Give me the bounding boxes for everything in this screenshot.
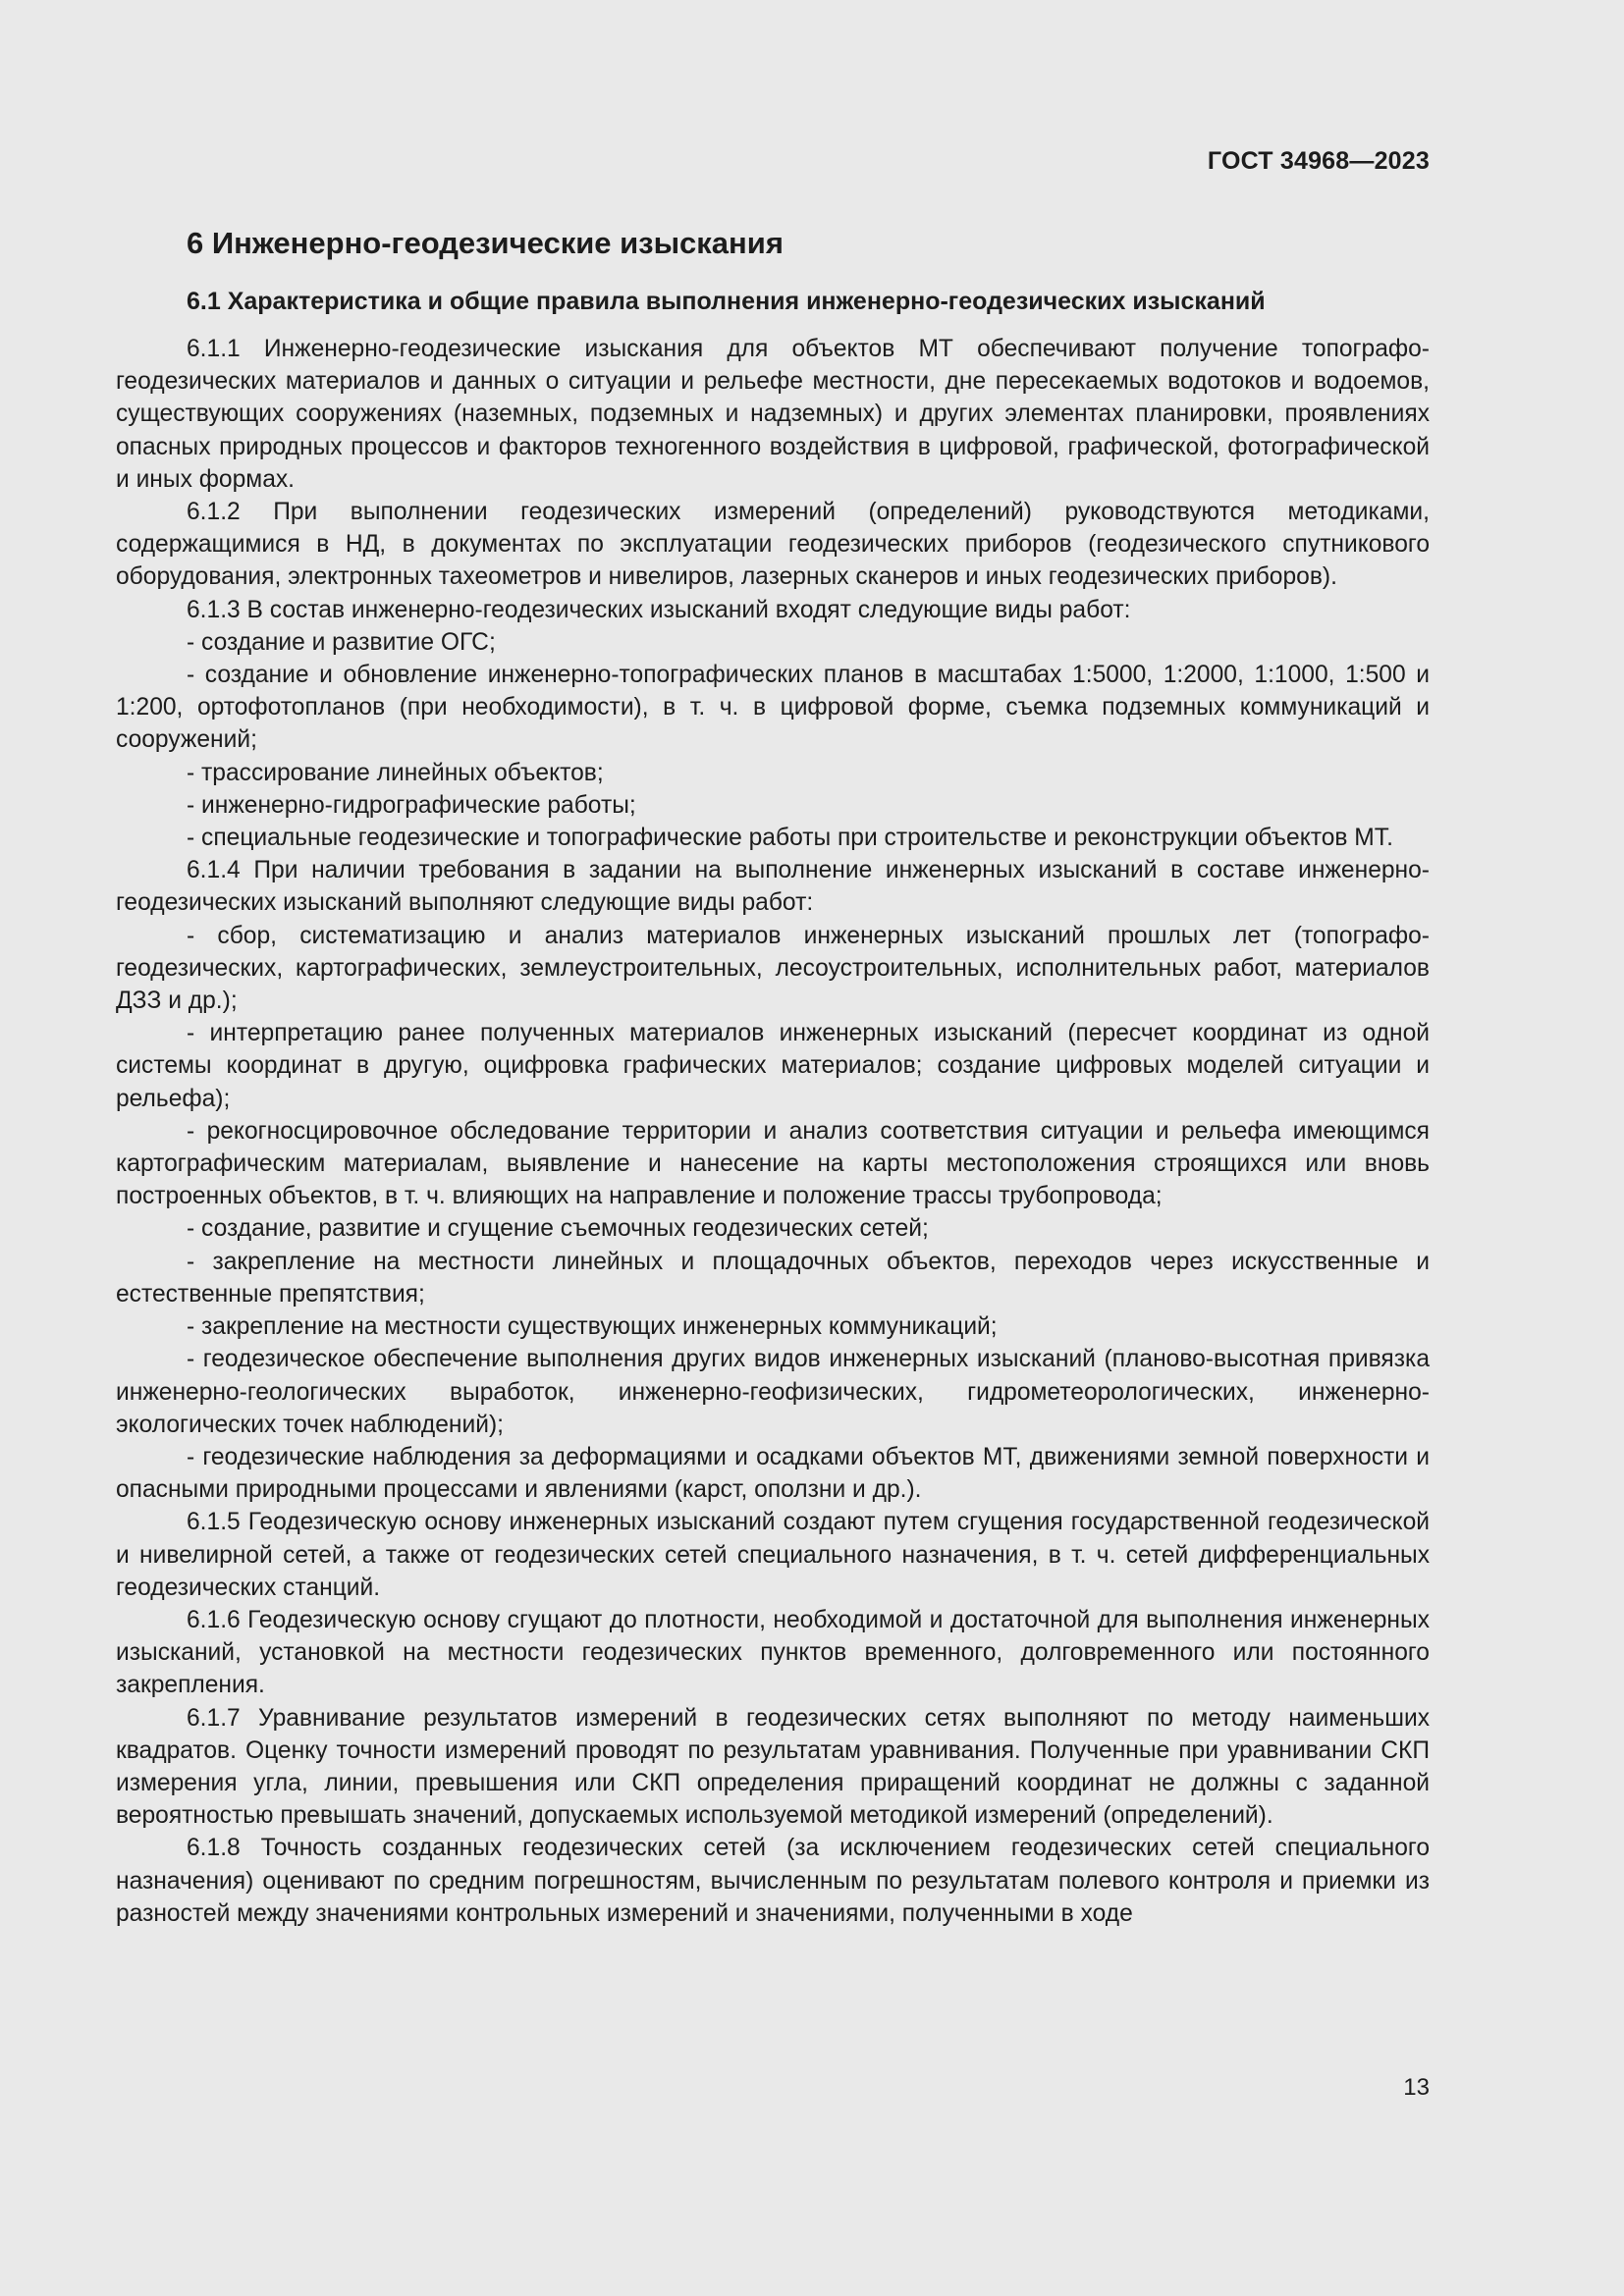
- paragraph-6-1-2: 6.1.2 При выполнении геодезических измерений (определений) руководствуются методиками, содержащимися в НД, в документах по эксплуатации геодезических приборов (геодезического спутникового оборудования, электронных тахеометров и нивелиров, лазерных сканеров и иных геодезических приборов).: [116, 499, 1430, 591]
- list-item: - создание, развитие и сгущение съемочных геодезических сетей;: [187, 1215, 929, 1243]
- document-code: ГОСТ 34968—2023: [1207, 147, 1430, 175]
- list-item: - сбор, систематизацию и анализ материалов инженерных изысканий прошлых лет (топографо-геодезических, картографических, землеустроительных, лесоустроительных, исполнительных работ, материалов ДЗЗ и др.);: [116, 922, 1430, 1015]
- paragraph-6-1-7: 6.1.7 Уравнивание результатов измерений в геодезических сетях выполняют по методу наименьших квадратов. Оценку точности измерений проводят по результатам уравнивания. Полученные при уравнивании СКП измерения угла, линии, превышения или СКП определения приращений координат не должны с заданной вероятностью превышать значений, допускаемых используемой методикой измерений (определений).: [116, 1704, 1430, 1830]
- list-item: - закрепление на местности линейных и площадочных объектов, переходов через искусственные и естественные препятствия;: [116, 1248, 1430, 1308]
- subsection-title: 6.1 Характеристика и общие правила выполнения инженерно-геодезических изысканий: [187, 288, 1266, 315]
- paragraph-6-1-8: 6.1.8 Точность созданных геодезических сетей (за исключением геодезических сетей специального назначения) оценивают по средним погрешностям, вычисленным по результатам полевого контроля и приемки из разностей между значениями контрольных измерений и значениями, полученными в ходе: [116, 1835, 1430, 1927]
- list-item: - рекогносцировочное обследование территории и анализ соответствия ситуации и рельефа имеющимся картографическим материалам, выявление и нанесение на карты местоположения строящихся или вновь построенных объектов, в т. ч. влияющих на направление и положение трассы трубопровода;: [116, 1117, 1430, 1210]
- paragraph-6-1-5: 6.1.5 Геодезическую основу инженерных изысканий создают путем сгущения государственной геодезической и нивелирной сетей, а также от геодезических сетей специального назначения, в т. ч. сетей дифференциальных геодезических станций.: [116, 1509, 1430, 1601]
- list-item: - специальные геодезические и топографические работы при строительстве и реконструкции объектов МТ.: [187, 825, 1393, 852]
- document-body: [116, 333, 1430, 1930]
- list-item: - закрепление на местности существующих инженерных коммуникаций;: [187, 1313, 998, 1341]
- paragraph-6-1-3: 6.1.3 В состав инженерно-геодезических изысканий входят следующие виды работ:: [187, 596, 1131, 623]
- list-item: - геодезические наблюдения за деформациями и осадками объектов МТ, движениями земной поверхности и опасными природными процессами и явлениями (карст, оползни и др.).: [116, 1443, 1430, 1504]
- page-number: 13: [1403, 2074, 1430, 2101]
- paragraph-6-1-4: 6.1.4 При наличии требования в задании на выполнение инженерных изысканий в составе инженерно-геодезических изысканий выполняют следующие виды работ:: [116, 857, 1430, 917]
- list-item: - создание и развитие ОГС;: [187, 628, 496, 656]
- section-title: 6 Инженерно-геодезические изыскания: [187, 226, 784, 260]
- paragraph-6-1-1: 6.1.1 Инженерно-геодезические изыскания для объектов МТ обеспечивают получение топографо-геодезических материалов и данных о ситуации и рельефе местности, дне пересекаемых водотоков и водоемов, существующих сооружениях (наземных, подземных и надземных) и других элементах планировки, проявлениях опасных природных процессов и факторов техногенного воздействия в цифровой, графической, фотографической и иных формах.: [116, 336, 1430, 493]
- list-item: - трассирование линейных объектов;: [187, 759, 604, 786]
- list-item: - инженерно-гидрографические работы;: [187, 791, 636, 819]
- paragraph-6-1-6: 6.1.6 Геодезическую основу сгущают до плотности, необходимой и достаточной для выполнения инженерных изысканий, установкой на местности геодезических пунктов временного, долговременного или постоянного закрепления.: [116, 1606, 1430, 1699]
- list-item: - интерпретацию ранее полученных материалов инженерных изысканий (пересчет координат из одной системы координат в другую, оцифровка графических материалов; создание цифровых моделей ситуации и рельефа);: [116, 1020, 1430, 1112]
- list-item: - создание и обновление инженерно-топографических планов в масштабах 1:5000, 1:2000, 1:1000, 1:500 и 1:200, ортофотопланов (при необходимости), в т. ч. в цифровой форме, съемка подземных коммуникаций и сооружений;: [116, 662, 1430, 754]
- list-item: - геодезическое обеспечение выполнения других видов инженерных изысканий (планово-высотная привязка инженерно-геологических выработок, инженерно-геофизических, гидрометеорологических, инженерно-экологических точек наблюдений);: [116, 1346, 1430, 1438]
